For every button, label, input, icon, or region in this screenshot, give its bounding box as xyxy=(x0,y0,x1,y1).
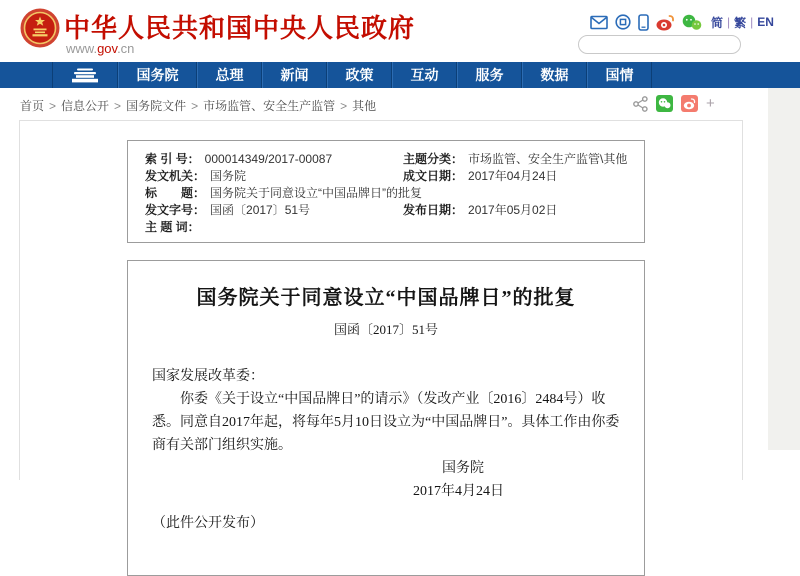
share-more-button[interactable]: + xyxy=(706,94,715,112)
document-sign-date: 2017年4月24日 xyxy=(413,484,504,499)
nav-tab-guoqing[interactable]: 国情 xyxy=(587,62,652,88)
weibo-share-icon[interactable] xyxy=(681,95,698,112)
nav-tab-fuwu[interactable]: 服务 xyxy=(457,62,522,88)
document-title: 国务院关于同意设立“中国品牌日”的批复 xyxy=(196,287,576,309)
breadcrumb-info-disclosure[interactable]: 信息公开 xyxy=(61,99,110,113)
lang-simplified[interactable]: 简 xyxy=(711,15,724,30)
meta-right-column xyxy=(403,150,643,235)
meta-row-doc-number xyxy=(145,201,403,218)
nav-tab-guowuyuan[interactable]: 国务院 xyxy=(118,62,197,88)
url-www: www. xyxy=(66,41,98,56)
breadcrumb-market-regulation[interactable]: 市场监管、安全生产监管 xyxy=(203,99,336,113)
meta-row-issuing-agency xyxy=(145,167,403,184)
mail-icon[interactable] xyxy=(590,15,608,30)
meta-label: 主题分类： xyxy=(403,152,464,166)
meta-label: 主 题 词： xyxy=(145,220,200,234)
document-salutation: 国家发展改革委： xyxy=(152,369,264,384)
meta-row-subject-words xyxy=(145,218,403,235)
site-title: 中华人民共和国中央人民政府 xyxy=(64,13,416,43)
nav-tab-shuju[interactable]: 数据 xyxy=(522,62,587,88)
lang-english[interactable]: EN xyxy=(757,15,774,29)
meta-label: 发布日期： xyxy=(403,203,464,217)
url-cn: .cn xyxy=(117,41,135,56)
wechat-icon[interactable] xyxy=(682,14,702,31)
site-header xyxy=(0,0,800,62)
header-icon-row xyxy=(590,13,774,31)
meta-row-title xyxy=(145,184,423,201)
meta-row-spacer xyxy=(403,184,643,201)
language-switcher xyxy=(711,14,774,31)
meta-value: 国务院关于同意设立“中国品牌日”的批复 xyxy=(210,186,423,200)
meta-row-written-date xyxy=(403,167,643,184)
breadcrumb-row xyxy=(0,88,768,120)
site-url xyxy=(66,41,134,56)
document-signer: 国务院 xyxy=(442,461,484,476)
share-icon[interactable] xyxy=(633,96,648,112)
url-gov: gov xyxy=(97,41,118,56)
meta-value: 2017年04月24日 xyxy=(468,169,558,183)
meta-value: 市场监管、安全生产监管\其他 xyxy=(468,152,628,166)
meta-row-publish-date xyxy=(403,201,643,218)
breadcrumb-separator: > xyxy=(191,99,199,113)
meta-label: 索 引 号： xyxy=(145,152,200,166)
nav-tab-hudong[interactable]: 互动 xyxy=(392,62,457,88)
page-background-strip xyxy=(768,88,800,450)
breadcrumb-other[interactable]: 其他 xyxy=(352,99,377,113)
document-meta-table xyxy=(127,140,645,243)
meta-label: 发文字号： xyxy=(145,203,206,217)
message-icon[interactable] xyxy=(615,14,631,30)
nav-home-tab[interactable] xyxy=(52,62,118,88)
share-toolbar xyxy=(633,95,715,112)
document-page-container xyxy=(19,120,743,531)
breadcrumb-home[interactable]: 首页 xyxy=(20,99,45,113)
lang-separator: | xyxy=(727,15,731,29)
meta-left-column xyxy=(145,150,423,235)
meta-row-subject-category xyxy=(403,150,643,167)
meta-label: 标 题： xyxy=(145,186,206,200)
national-emblem-logo xyxy=(20,8,60,48)
meta-value: 000014349/2017-00087 xyxy=(204,151,333,166)
meta-value: 2017年05月02日 xyxy=(468,203,558,217)
breadcrumb-separator: > xyxy=(114,99,122,113)
document-footnote: （此件公开发布） xyxy=(152,516,264,531)
search-input[interactable] xyxy=(589,37,735,52)
nav-tab-xinwen[interactable]: 新闻 xyxy=(262,62,327,88)
main-nav xyxy=(0,62,800,88)
search-box[interactable] xyxy=(578,35,741,54)
document-paragraph: 你委《关于设立“中国品牌日”的请示》（发改产业〔2016〕2484号）收悉。同意自2017年起，将每年5月10日设立为“中国品牌日”。具体工作由你委商有关部门组织实施。 xyxy=(152,392,620,453)
meta-label: 成文日期： xyxy=(403,169,464,183)
document-body xyxy=(127,260,645,576)
weibo-icon[interactable] xyxy=(656,14,675,31)
meta-label: 发文机关： xyxy=(145,169,206,183)
wechat-share-icon[interactable] xyxy=(656,95,673,112)
breadcrumb-state-council-docs[interactable]: 国务院文件 xyxy=(126,99,187,113)
mobile-icon[interactable] xyxy=(638,14,649,31)
lang-separator: | xyxy=(750,15,754,29)
breadcrumb-separator: > xyxy=(340,99,348,113)
breadcrumb-separator: > xyxy=(49,99,57,113)
meta-value: 国务院 xyxy=(210,169,247,183)
tiananmen-home-icon xyxy=(70,68,100,83)
meta-value: 国函〔2017〕51号 xyxy=(210,203,311,217)
document-number: 国函〔2017〕51号 xyxy=(333,322,438,337)
nav-tab-zhengce[interactable]: 政策 xyxy=(327,62,392,88)
meta-row-index-number xyxy=(145,150,403,167)
breadcrumb xyxy=(20,97,376,114)
lang-traditional[interactable]: 繁 xyxy=(734,15,747,30)
nav-tab-zongli[interactable]: 总理 xyxy=(197,62,262,88)
